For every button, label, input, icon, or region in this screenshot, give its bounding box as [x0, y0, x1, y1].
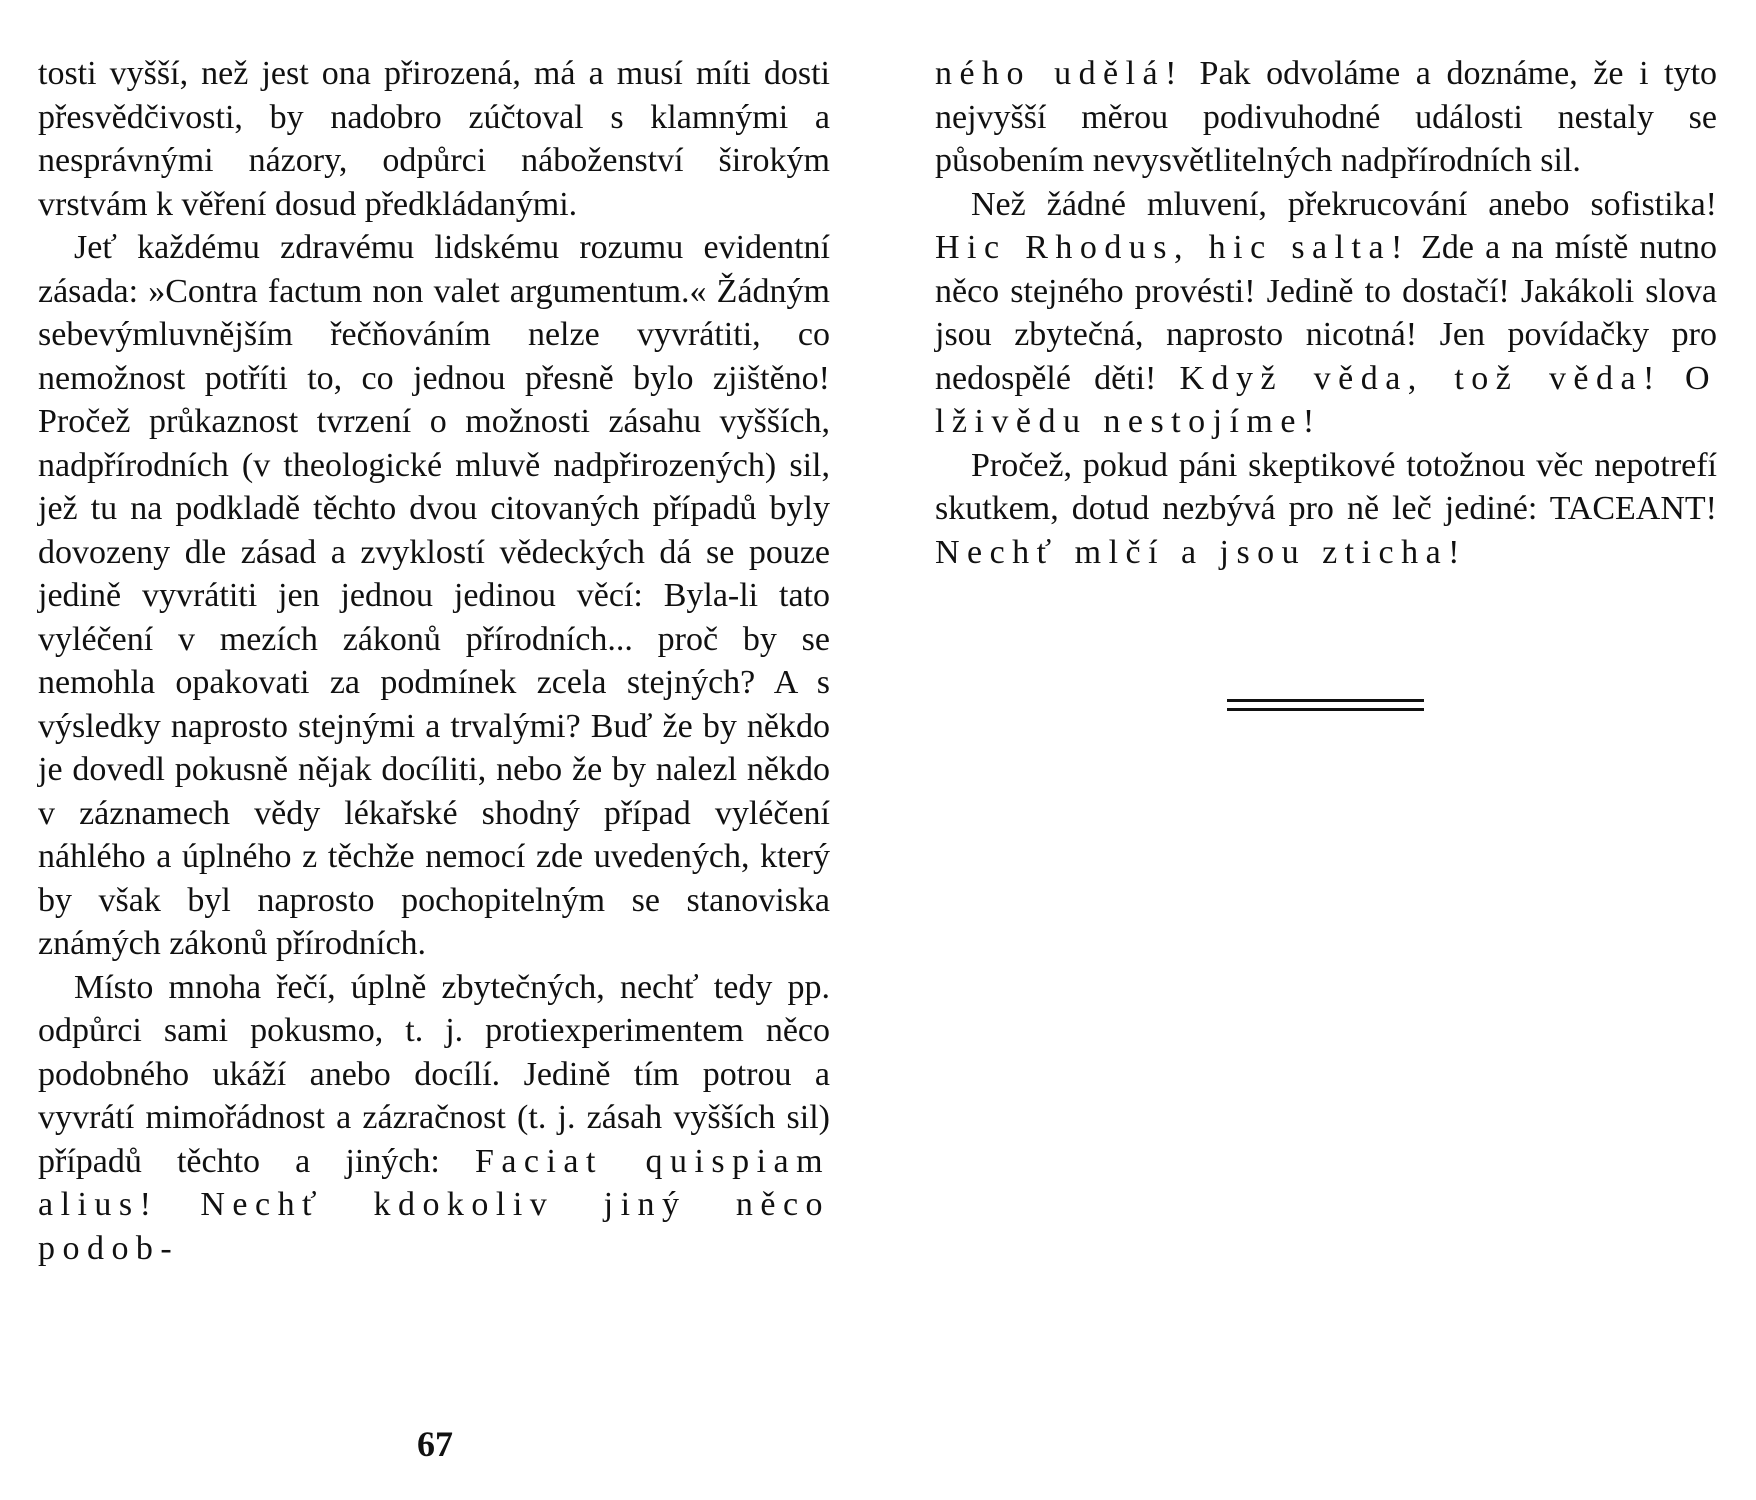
paragraph-text: Pročež, pokud páni skeptikové totožnou věc nepotrefí skutkem, dotud nezbývá pro ně leč jediné: TACEANT! [935, 446, 1717, 527]
spaced-emphasis: Nechť kdokoliv jiný něco podob- [38, 1186, 831, 1267]
paragraph-misto-mnoha [38, 966, 830, 1271]
spaced-emphasis: Faciat quispiam alius! [38, 1142, 830, 1223]
paragraph-text: Zde a na místě nutno něco stejného provésti! Jedině to dostačí! Jakákoli slova jsou zbytečná, naprosto nicotná! Jen povídačky pro nedospělé děti! [935, 229, 1717, 397]
paragraph-text: Místo mnoha řečí, úplně zbytečných, nechť tedy pp. odpůrci sami pokusmo, t. j. protiexperimentem něco podobného ukáží anebo docílí. Jedině tím potrou a vyvrátí mimořádnost a zázračnost (t. j. zásah vyšších sil) případů těchto a jiných: [38, 968, 830, 1180]
spaced-emphasis: Nechť mlčí a jsou zticha! [935, 533, 1467, 571]
paragraph-continued [38, 52, 830, 226]
paragraph-taceant [935, 444, 1717, 575]
paragraph-continued [935, 52, 1717, 183]
end-rule-bottom [1227, 708, 1424, 711]
end-rule-top [1227, 699, 1424, 702]
paragraph-hic-rhodus [935, 183, 1717, 444]
right-column [935, 52, 1717, 574]
page-number: 67 [417, 1424, 453, 1464]
left-column [38, 52, 830, 1270]
paragraph-text: Než žádné mluvení, překrucování anebo sofistika! [971, 185, 1717, 223]
spaced-emphasis: Když věda, tož věda! [1179, 359, 1662, 397]
paragraph-text: Jeť každému zdravému lidskému rozumu evidentní zásada: »Contra factum non valet argumentum.« Žádným sebevýmluvnějším řečňováním nelze vyvrátiti, co nemožnost potříti to, co jednou přesně bylo zjištěno! Pročež průkaznost tvrzení o možnosti zásahu vyšších, nadpřírodních (v theologické mluvě nadpřirozených) sil, jež tu na podkladě těchto dvou citovaných případů byly dovozeny dle zásad a zvyklostí vědeckých dá se pouze jedině vyvrátiti jen jednou jedinou věcí: Byla-li tato vyléčení v mezích zákonů přírodních... proč by se nemohla opakovati za podmínek zcela stejných? A s výsledky naprosto stejnými a trvalými? Buď že by někdo je dovedl pokusně nějak docíliti, nebo že by nalezl někdo v záznamech vědy lékařské shodný případ vyléčení náhlého a úplného z těchže nemocí zde uvedených, který by však byl naprosto pochopitelným se stanoviska známých zákonů přírodních. [38, 229, 830, 962]
spaced-emphasis: Hic Rhodus, hic salta! [935, 229, 1410, 266]
paragraph-contra-factum [38, 226, 830, 966]
paragraph-text: tosti vyšší, než jest ona přirozená, má a musí míti dosti přesvědčivosti, by nadobro zúčtoval s klamnými a nesprávnými názory, odpůrci náboženství širokým vrstvám k věření dosud předkládanými. [38, 55, 830, 223]
spaced-emphasis: O lživědu nestojíme! [935, 359, 1718, 440]
paragraph-text: Pak odvoláme a doznáme, že i tyto nejvyšší měrou podivuhodné události nestaly se působením nevysvětlitelných nadpřírodních sil. [935, 55, 1718, 179]
spaced-emphasis: ného udělá! [935, 55, 1184, 92]
